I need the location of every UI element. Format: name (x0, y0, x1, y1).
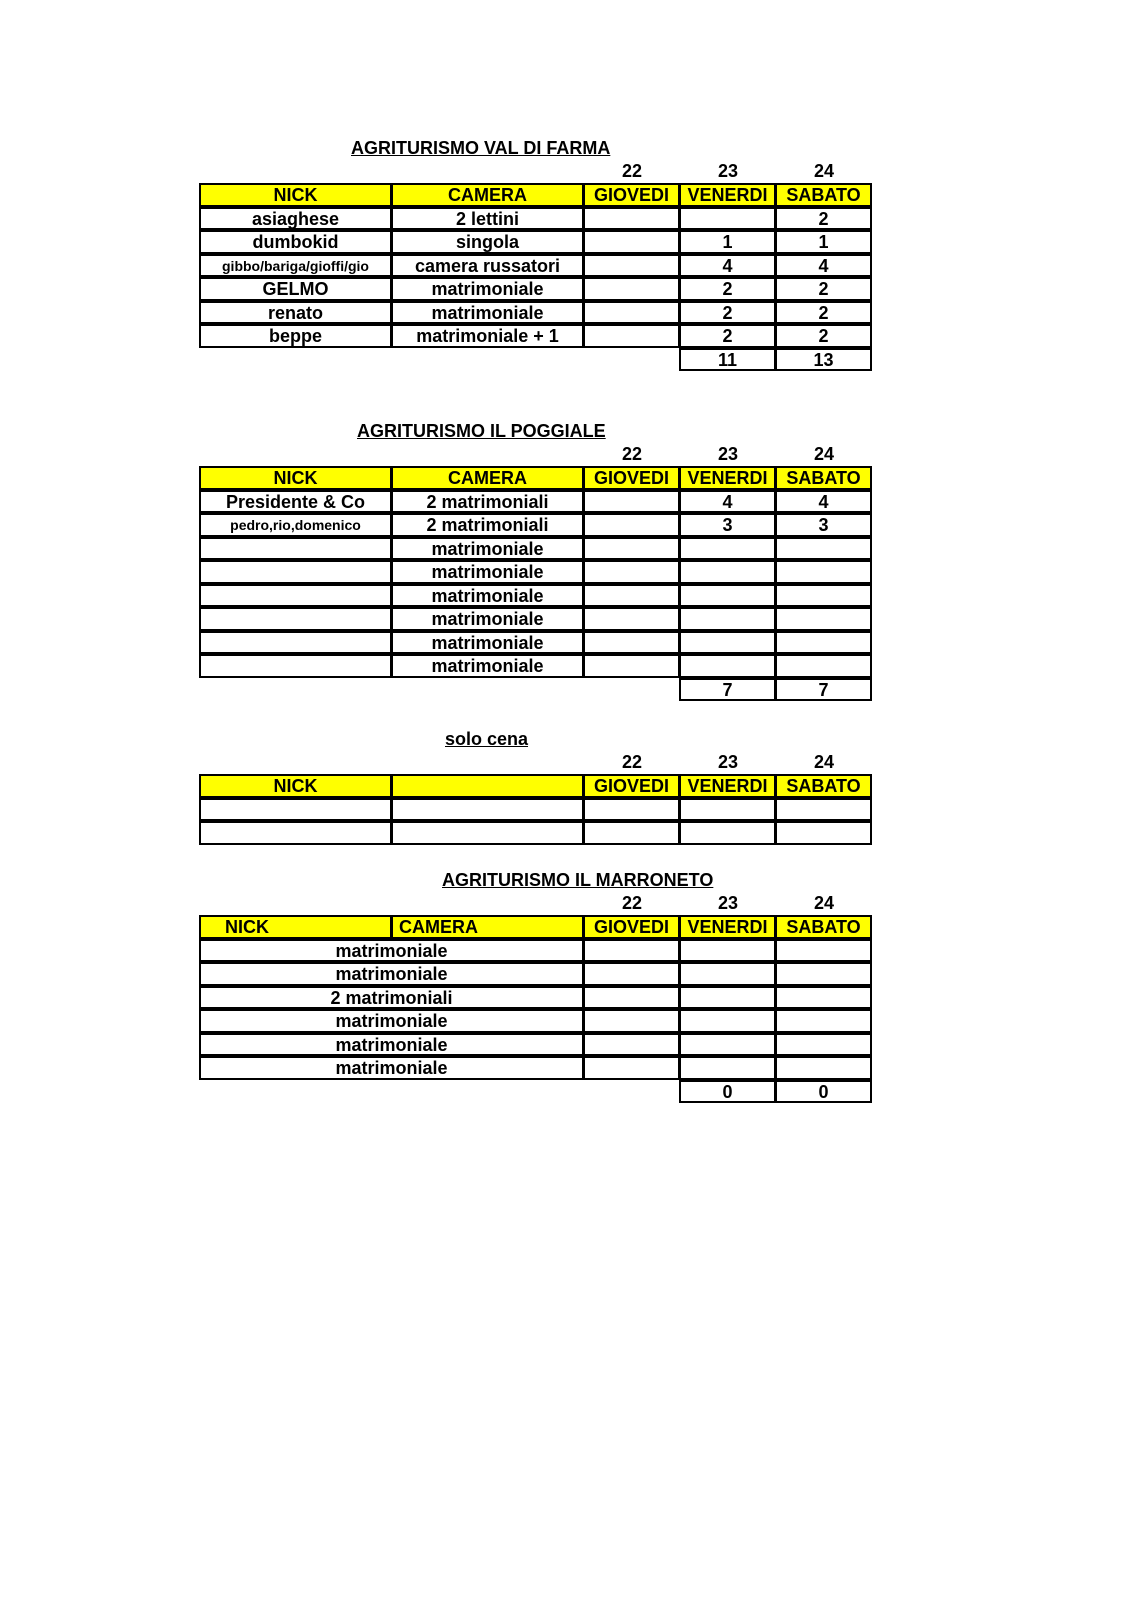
header-row (200, 915, 875, 939)
sabato-cell: 2 (775, 207, 872, 231)
camera-cell: 2 matrimoniali (391, 513, 584, 537)
header-row (200, 466, 875, 490)
day-23: 23 (717, 752, 739, 772)
nick-cell (199, 560, 392, 584)
day-numbers-row (200, 443, 875, 465)
camera-cell: matrimoniale (391, 607, 584, 631)
day-numbers-row (200, 751, 875, 773)
giovedi-cell (583, 798, 680, 822)
totals-row (200, 678, 875, 702)
table-row (200, 631, 875, 655)
giovedi-cell (583, 560, 680, 584)
giovedi-cell (583, 490, 680, 514)
venerdi-cell (679, 939, 776, 963)
giovedi-cell (583, 207, 680, 231)
sabato-cell (775, 962, 872, 986)
giovedi-cell (583, 324, 680, 348)
header-giovedi: GIOVEDI (583, 915, 680, 939)
header-nick: NICK (199, 774, 392, 798)
day-24: 24 (813, 161, 835, 181)
nick-cell (199, 631, 392, 655)
day-22: 22 (621, 444, 643, 464)
total-venerdi: 7 (679, 678, 776, 702)
header-row (200, 183, 875, 207)
giovedi-cell (583, 654, 680, 678)
day-23: 23 (717, 444, 739, 464)
sabato-cell (775, 1033, 872, 1057)
table-row (200, 1056, 875, 1080)
nick-cell: Presidente & Co (199, 490, 392, 514)
venerdi-cell (679, 1009, 776, 1033)
venerdi-cell: 2 (679, 277, 776, 301)
sabato-cell: 2 (775, 324, 872, 348)
header-sabato: SABATO (775, 466, 872, 490)
table-row (200, 1033, 875, 1057)
header-venerdi: VENERDI (679, 466, 776, 490)
camera-cell: 2 lettini (391, 207, 584, 231)
nick-cell (199, 537, 392, 561)
venerdi-cell: 2 (679, 301, 776, 325)
venerdi-cell (679, 207, 776, 231)
total-venerdi: 0 (679, 1080, 776, 1104)
header-row (200, 774, 875, 798)
table-row (200, 254, 875, 278)
camera-cell (391, 798, 584, 822)
venerdi-cell: 2 (679, 324, 776, 348)
table-row (200, 207, 875, 231)
header-camera: CAMERA (391, 183, 584, 207)
table-row (200, 513, 875, 537)
table-row (200, 301, 875, 325)
camera-cell: 2 matrimoniali (391, 490, 584, 514)
nick-cell: beppe (199, 324, 392, 348)
venerdi-cell: 1 (679, 230, 776, 254)
giovedi-cell (583, 631, 680, 655)
sabato-cell (775, 631, 872, 655)
giovedi-cell (583, 537, 680, 561)
camera-cell: matrimoniale (391, 631, 584, 655)
nick-cell: asiaghese (199, 207, 392, 231)
giovedi-cell (583, 1033, 680, 1057)
header-giovedi: GIOVEDI (583, 183, 680, 207)
total-sabato: 0 (775, 1080, 872, 1104)
table-row (200, 939, 875, 963)
nick-cell: dumbokid (199, 230, 392, 254)
sabato-cell: 3 (775, 513, 872, 537)
header-giovedi: GIOVEDI (583, 774, 680, 798)
sabato-cell: 1 (775, 230, 872, 254)
sabato-cell (775, 607, 872, 631)
sabato-cell (775, 939, 872, 963)
giovedi-cell (583, 962, 680, 986)
total-venerdi: 11 (679, 348, 776, 372)
venerdi-cell (679, 654, 776, 678)
total-sabato: 13 (775, 348, 872, 372)
day-22: 22 (621, 752, 643, 772)
table-row (200, 962, 875, 986)
header-giovedi: GIOVEDI (583, 466, 680, 490)
nick-cell: renato (199, 301, 392, 325)
nick-cell: pedro,rio,domenico (199, 513, 392, 537)
day-24: 24 (813, 444, 835, 464)
table-row (200, 654, 875, 678)
header-camera: CAMERA (391, 915, 584, 939)
giovedi-cell (583, 301, 680, 325)
sabato-cell: 4 (775, 254, 872, 278)
camera-cell: matrimoniale (391, 277, 584, 301)
table-row (200, 986, 875, 1010)
venerdi-cell (679, 537, 776, 561)
sabato-cell: 2 (775, 277, 872, 301)
venerdi-cell (679, 1033, 776, 1057)
camera-cell: matrimoniale (199, 1056, 584, 1080)
venerdi-cell (679, 584, 776, 608)
venerdi-cell (679, 798, 776, 822)
sabato-cell (775, 654, 872, 678)
giovedi-cell (583, 584, 680, 608)
day-22: 22 (621, 161, 643, 181)
sabato-cell (775, 798, 872, 822)
section-title: solo cena (445, 729, 529, 749)
sabato-cell (775, 821, 872, 845)
giovedi-cell (583, 939, 680, 963)
header-venerdi: VENERDI (679, 915, 776, 939)
day-numbers-row (200, 160, 875, 182)
sabato-cell (775, 986, 872, 1010)
table-row (200, 277, 875, 301)
sabato-cell (775, 560, 872, 584)
day-23: 23 (717, 893, 739, 913)
table-row (200, 324, 875, 348)
nick-cell (199, 798, 392, 822)
table-row (200, 821, 875, 845)
day-24: 24 (813, 752, 835, 772)
header-sabato: SABATO (775, 774, 872, 798)
day-22: 22 (621, 893, 643, 913)
table-row (200, 560, 875, 584)
camera-cell: matrimoniale (391, 537, 584, 561)
camera-cell (391, 821, 584, 845)
nick-cell: gibbo/bariga/gioffi/gio (199, 254, 392, 278)
giovedi-cell (583, 513, 680, 537)
header-venerdi: VENERDI (679, 183, 776, 207)
sabato-cell: 2 (775, 301, 872, 325)
venerdi-cell: 4 (679, 254, 776, 278)
giovedi-cell (583, 821, 680, 845)
header-nick: NICK (199, 183, 392, 207)
sabato-cell (775, 1009, 872, 1033)
giovedi-cell (583, 254, 680, 278)
nick-cell: GELMO (199, 277, 392, 301)
header-empty (391, 774, 584, 798)
giovedi-cell (583, 986, 680, 1010)
venerdi-cell (679, 821, 776, 845)
table-row (200, 230, 875, 254)
table-row (200, 584, 875, 608)
header-sabato: SABATO (775, 183, 872, 207)
giovedi-cell (583, 1056, 680, 1080)
header-sabato: SABATO (775, 915, 872, 939)
giovedi-cell (583, 607, 680, 631)
header-nick: NICK (199, 915, 392, 939)
nick-cell (199, 584, 392, 608)
venerdi-cell (679, 631, 776, 655)
header-venerdi: VENERDI (679, 774, 776, 798)
camera-cell: camera russatori (391, 254, 584, 278)
camera-cell: singola (391, 230, 584, 254)
camera-cell: matrimoniale (391, 560, 584, 584)
camera-cell: matrimoniale (391, 584, 584, 608)
day-23: 23 (717, 161, 739, 181)
camera-cell: matrimoniale (391, 301, 584, 325)
sabato-cell (775, 1056, 872, 1080)
total-sabato: 7 (775, 678, 872, 702)
table-row (200, 798, 875, 822)
section-title: AGRITURISMO IL MARRONETO (442, 870, 714, 890)
camera-cell: matrimoniale (199, 1009, 584, 1033)
header-camera: CAMERA (391, 466, 584, 490)
nick-cell (199, 654, 392, 678)
nick-cell (199, 607, 392, 631)
venerdi-cell (679, 962, 776, 986)
day-numbers-row (200, 892, 875, 914)
table-row (200, 607, 875, 631)
giovedi-cell (583, 277, 680, 301)
camera-cell: matrimoniale (199, 962, 584, 986)
sabato-cell: 4 (775, 490, 872, 514)
day-24: 24 (813, 893, 835, 913)
sabato-cell (775, 584, 872, 608)
venerdi-cell (679, 1056, 776, 1080)
venerdi-cell: 4 (679, 490, 776, 514)
giovedi-cell (583, 230, 680, 254)
venerdi-cell (679, 986, 776, 1010)
section-title: AGRITURISMO IL POGGIALE (357, 421, 606, 441)
table-row (200, 490, 875, 514)
camera-cell: matrimoniale (199, 939, 584, 963)
camera-cell: matrimoniale (199, 1033, 584, 1057)
table-row (200, 537, 875, 561)
totals-row (200, 348, 875, 372)
camera-cell: 2 matrimoniali (199, 986, 584, 1010)
venerdi-cell (679, 560, 776, 584)
camera-cell: matrimoniale (391, 654, 584, 678)
section-title: AGRITURISMO VAL DI FARMA (351, 138, 611, 158)
sabato-cell (775, 537, 872, 561)
venerdi-cell: 3 (679, 513, 776, 537)
venerdi-cell (679, 607, 776, 631)
table-row (200, 1009, 875, 1033)
camera-cell: matrimoniale + 1 (391, 324, 584, 348)
totals-row (200, 1080, 875, 1104)
giovedi-cell (583, 1009, 680, 1033)
nick-cell (199, 821, 392, 845)
header-nick: NICK (199, 466, 392, 490)
